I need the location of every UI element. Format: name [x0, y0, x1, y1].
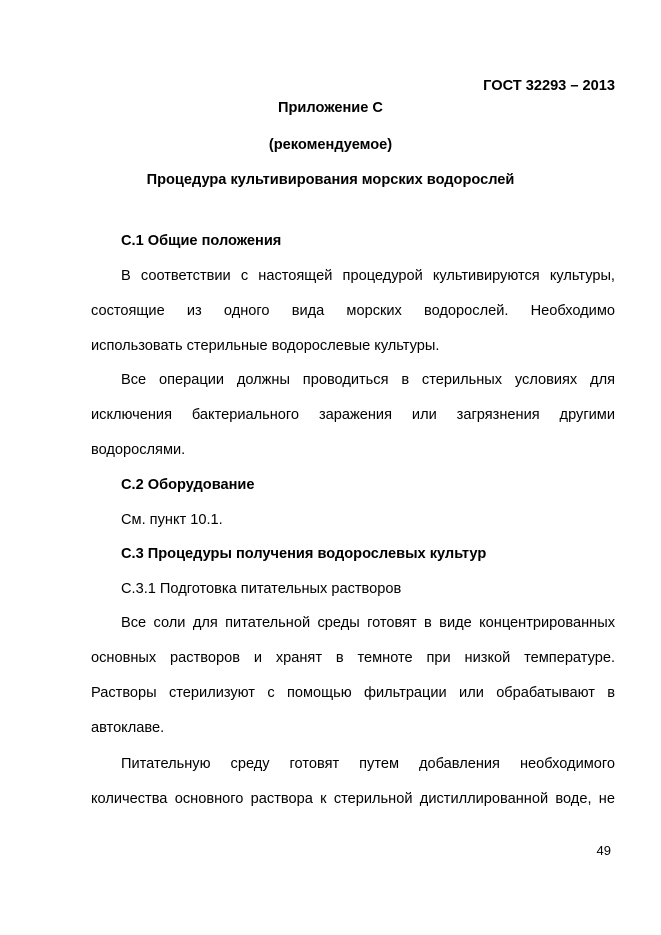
section-c3-subheading: С.3.1 Подготовка питательных растворов — [121, 581, 402, 597]
section-c3-heading: С.3 Процедуры получения водорослевых культур — [121, 546, 487, 562]
section-c1-paragraph-line: водорослями. — [91, 442, 186, 458]
section-c1-paragraph-line: состоящие из одного вида морских водорослей. Необходимо — [91, 303, 615, 319]
section-c3-paragraph-line: Питательную среду готовят путем добавления необходимого — [121, 756, 615, 772]
section-c3-paragraph-line: Растворы стерилизуют с помощью фильтрации или обрабатывают в — [91, 685, 615, 701]
appendix-status: (рекомендуемое) — [268, 137, 393, 153]
section-c1-heading: С.1 Общие положения — [121, 233, 282, 249]
appendix-title: Приложение С — [278, 100, 383, 116]
standard-designation: ГОСТ 32293 – 2013 — [483, 78, 615, 94]
section-c1-paragraph-line: исключения бактериального заражения или загрязнения другими — [91, 407, 615, 423]
section-c1-paragraph-line: В соответствии с настоящей процедурой культивируются культуры, — [121, 268, 615, 284]
appendix-subject: Процедура культивирования морских водорослей — [146, 172, 515, 188]
section-c1-paragraph-line: использовать стерильные водорослевые культуры. — [91, 338, 440, 354]
section-c2-heading: С.2 Оборудование — [121, 477, 255, 493]
section-c3-paragraph-line: автоклаве. — [91, 720, 165, 736]
section-c3-paragraph-line: основных растворов и хранят в темноте при низкой температуре. — [91, 650, 615, 666]
section-c3-paragraph-line: количества основного раствора к стерильной дистиллированной воде, не — [91, 791, 615, 807]
section-c1-paragraph-line: Все операции должны проводиться в стерильных условиях для — [121, 372, 615, 388]
page-number: 49 — [596, 843, 611, 858]
section-c2-text: См. пункт 10.1. — [121, 512, 223, 528]
section-c3-paragraph-line: Все соли для питательной среды готовят в виде концентрированных — [121, 615, 615, 631]
